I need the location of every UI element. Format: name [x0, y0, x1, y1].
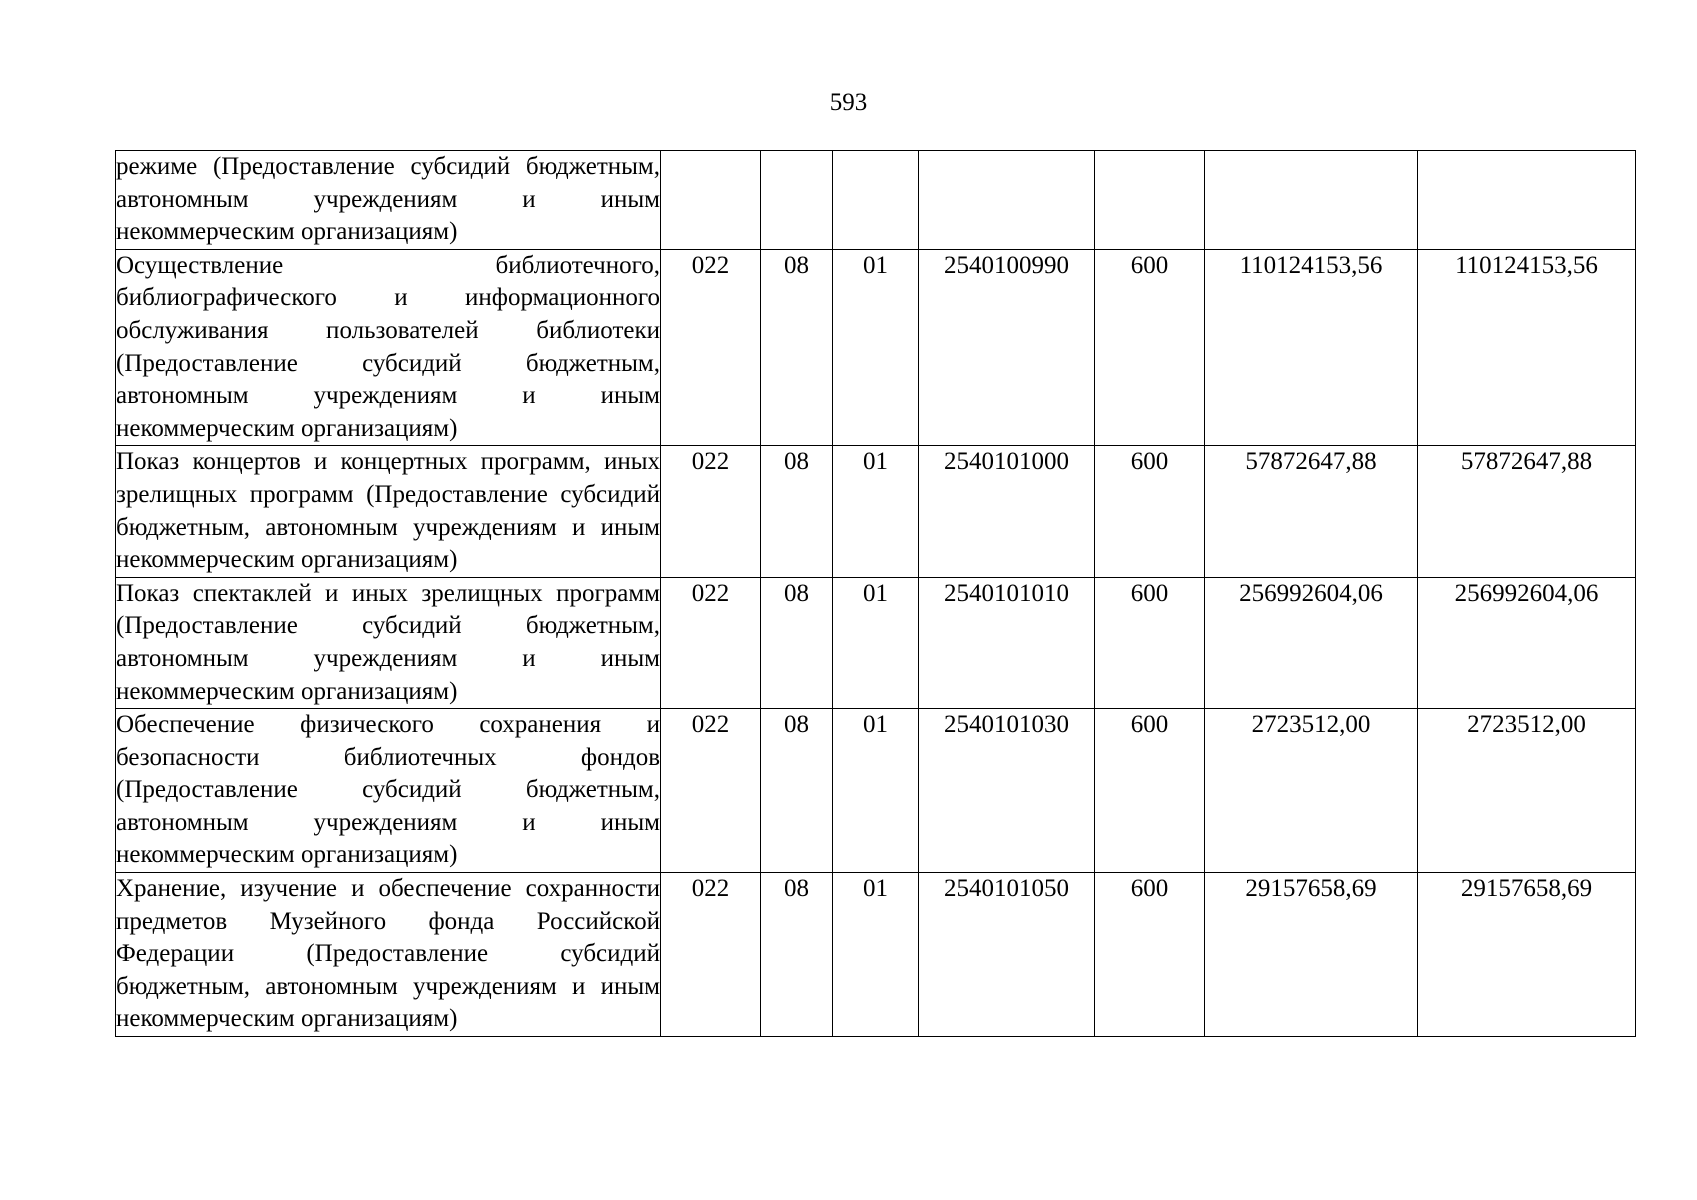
expense-type-code: 600	[1095, 577, 1205, 708]
grbs-code: 022	[661, 577, 761, 708]
target-article-code: 2540101010	[919, 577, 1095, 708]
amount-column-1: 110124153,56	[1205, 249, 1418, 446]
subsection-code: 01	[833, 577, 919, 708]
expense-type-code: 600	[1095, 709, 1205, 873]
table-row	[116, 446, 1636, 577]
table-row	[116, 709, 1636, 873]
section-code: 08	[761, 249, 833, 446]
expense-type-code: 600	[1095, 873, 1205, 1037]
table-row	[116, 873, 1636, 1037]
subsection-code	[833, 151, 919, 250]
amount-column-1: 256992604,06	[1205, 577, 1418, 708]
grbs-code: 022	[661, 446, 761, 577]
row-description: Показ концертов и концертных программ, иных зрелищных программ (Предоставление субсидий бюджетным, автономным учреждениям и иным некоммерческим организациям)	[116, 446, 661, 577]
expense-type-code	[1095, 151, 1205, 250]
row-description: Хранение, изучение и обеспечение сохранности предметов Музейного фонда Российской Федерации (Предоставление субсидий бюджетным, автономным учреждениям и иным некоммерческим организациям)	[116, 873, 661, 1037]
row-description: режиме (Предоставление субсидий бюджетным, автономным учреждениям и иным некоммерческим организациям)	[116, 151, 661, 250]
grbs-code: 022	[661, 709, 761, 873]
page-number: 593	[829, 89, 868, 116]
target-article-code: 2540101050	[919, 873, 1095, 1037]
amount-column-2	[1418, 151, 1636, 250]
subsection-code: 01	[833, 873, 919, 1037]
subsection-code: 01	[833, 249, 919, 446]
target-article-code	[919, 151, 1095, 250]
target-article-code: 2540101000	[919, 446, 1095, 577]
section-code	[761, 151, 833, 250]
amount-column-1: 2723512,00	[1205, 709, 1418, 873]
target-article-code: 2540100990	[919, 249, 1095, 446]
expense-type-code: 600	[1095, 446, 1205, 577]
amount-column-1: 29157658,69	[1205, 873, 1418, 1037]
amount-column-1: 57872647,88	[1205, 446, 1418, 577]
amount-column-2: 256992604,06	[1418, 577, 1636, 708]
budget-table	[115, 150, 1636, 1037]
section-code: 08	[761, 577, 833, 708]
section-code: 08	[761, 709, 833, 873]
row-description: Осуществление библиотечного, библиографического и информационного обслуживания пользователей библиотеки (Предоставление субсидий бюджетным, автономным учреждениям и иным некоммерческим организациям)	[116, 249, 661, 446]
row-description: Показ спектаклей и иных зрелищных программ (Предоставление субсидий бюджетным, автономным учреждениям и иным некоммерческим организациям)	[116, 577, 661, 708]
amount-column-2: 2723512,00	[1418, 709, 1636, 873]
subsection-code: 01	[833, 709, 919, 873]
table-row	[116, 577, 1636, 708]
amount-column-2: 57872647,88	[1418, 446, 1636, 577]
table-row	[116, 249, 1636, 446]
table-row	[116, 151, 1636, 250]
target-article-code: 2540101030	[919, 709, 1095, 873]
amount-column-2: 29157658,69	[1418, 873, 1636, 1037]
amount-column-2: 110124153,56	[1418, 249, 1636, 446]
grbs-code: 022	[661, 249, 761, 446]
section-code: 08	[761, 873, 833, 1037]
grbs-code	[661, 151, 761, 250]
subsection-code: 01	[833, 446, 919, 577]
row-description: Обеспечение физического сохранения и безопасности библиотечных фондов (Предоставление субсидий бюджетным, автономным учреждениям и иным некоммерческим организациям)	[116, 709, 661, 873]
expense-type-code: 600	[1095, 249, 1205, 446]
amount-column-1	[1205, 151, 1418, 250]
section-code: 08	[761, 446, 833, 577]
grbs-code: 022	[661, 873, 761, 1037]
